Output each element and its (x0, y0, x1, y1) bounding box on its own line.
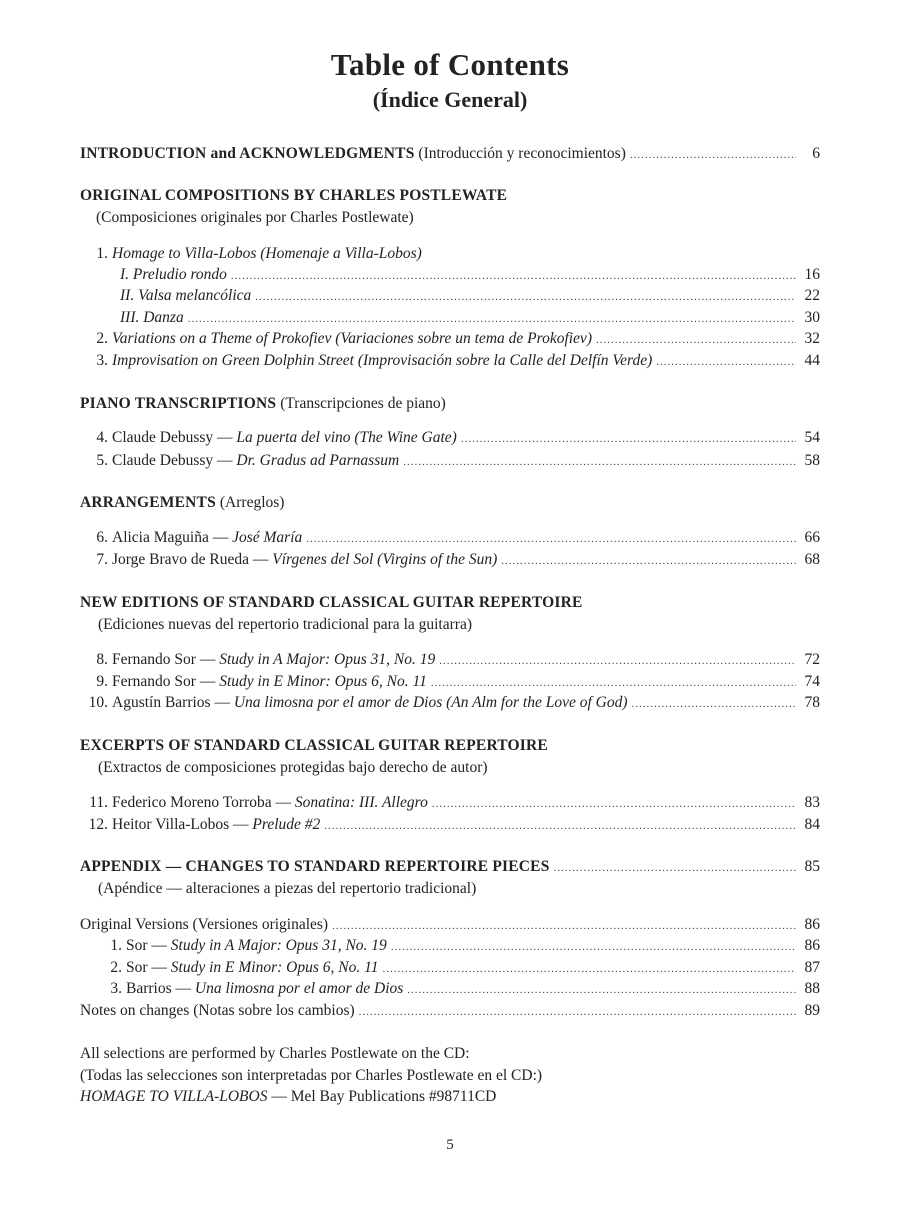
entry-number: 12. (88, 816, 108, 833)
section-heading-new-editions: NEW EDITIONS OF STANDARD CLASSICAL GUITAR REPERTOIRE (80, 594, 583, 611)
entry-page: 88 (804, 980, 820, 997)
toc-entry-original-versions[interactable] (80, 914, 820, 936)
section-heading-original: ORIGINAL COMPOSITIONS BY CHARLES POSTLEWATE (80, 187, 508, 204)
entry-title: Una limosna por el amor de Dios (194, 980, 404, 997)
dot-leader (432, 793, 796, 815)
entry-number: 11. (89, 794, 108, 811)
entry-number: 10. (88, 694, 108, 711)
cd-note-line-3 (80, 1086, 496, 1108)
section-sub-appendix: (Apéndice — alteraciones a piezas del repertorio tradicional) (98, 880, 477, 897)
entry-title: Sonatina: III. Allegro (294, 794, 428, 811)
entry-page: 83 (804, 794, 820, 811)
entry-composer: Federico Moreno Torroba — (112, 794, 291, 811)
section-sub-original: (Composiciones originales por Charles Postlewate) (96, 209, 414, 226)
entry-composer: Claude Debussy — (112, 452, 233, 469)
entry-title: Una limosna por el amor de Dios (An Alm for the Love of God) (233, 694, 628, 711)
dot-leader (403, 451, 796, 473)
entry-number: 2. (96, 330, 108, 347)
entry-composer: Sor — (126, 959, 167, 976)
dot-leader (630, 144, 796, 166)
entry-composer: Heitor Villa-Lobos — (112, 816, 249, 833)
dot-leader (382, 958, 796, 980)
dot-leader (554, 857, 796, 879)
entry-number: 2. (110, 959, 122, 976)
entry-title: José María (232, 529, 303, 546)
toc-entry-6[interactable] (80, 527, 820, 549)
toc-entry-11[interactable] (80, 792, 820, 814)
entry-title: La puerta del vino (The Wine Gate) (236, 429, 457, 446)
toc-entry-9[interactable] (80, 671, 820, 693)
entry-title: Study in E Minor: Opus 6, No. 11 (170, 959, 379, 976)
cd-note-line-2: (Todas las selecciones son interpretadas por Charles Postlewate en el CD:) (80, 1067, 543, 1084)
entry-composer: Barrios — (126, 980, 192, 997)
toc-entry-1a[interactable] (80, 264, 820, 286)
dot-leader (255, 286, 796, 308)
entry-page: 86 (804, 916, 820, 933)
entry-title: Study in A Major: Opus 31, No. 19 (219, 651, 436, 668)
cd-publisher: — Mel Bay Publications #98711CD (271, 1088, 497, 1105)
toc-entry-5[interactable] (80, 450, 820, 472)
entry-title: III. Danza (120, 309, 184, 326)
toc-entry-10[interactable] (80, 692, 820, 714)
entry-title: Variations on a Theme of Prokofiev (Variaciones sobre un tema de Prokofiev) (112, 330, 592, 347)
page-title: Table of Contents (330, 47, 570, 82)
entry-label: Original Versions (Versiones originales) (80, 916, 329, 933)
dot-leader (359, 1001, 796, 1023)
entry-title: Study in A Major: Opus 31, No. 19 (170, 937, 387, 954)
page-number: 5 (446, 1137, 454, 1153)
dot-leader (391, 936, 796, 958)
toc-page (80, 0, 820, 1208)
toc-entry-1c[interactable] (80, 307, 820, 329)
entry-page: 68 (804, 551, 820, 568)
entry-number: 1. (96, 245, 108, 262)
entry-composer: Alicia Maguiña — (112, 529, 229, 546)
section-sub-new-editions: (Ediciones nuevas del repertorio tradicional para la guitarra) (98, 616, 472, 633)
dot-leader (461, 428, 796, 450)
entry-page: 84 (804, 816, 820, 833)
entry-page: 32 (804, 330, 820, 347)
entry-label: APPENDIX — CHANGES TO STANDARD REPERTOIRE PIECES (80, 858, 550, 875)
entry-composer: Claude Debussy — (112, 429, 233, 446)
section-sub-text: (Arreglos) (219, 494, 285, 511)
section-sub-excerpts: (Extractos de composiciones protegidas bajo derecho de autor) (98, 759, 488, 776)
dot-leader (632, 693, 797, 715)
toc-entry-notes[interactable] (80, 1000, 820, 1022)
entry-page: 87 (804, 959, 820, 976)
entry-number: 5. (96, 452, 108, 469)
entry-page: 22 (804, 287, 820, 304)
entry-title: Homage to Villa-Lobos (Homenaje a Villa-Lobos) (112, 245, 422, 262)
entry-title: Prelude #2 (252, 816, 321, 833)
entry-number: 1. (110, 937, 122, 954)
section-heading-excerpts: EXCERPTS OF STANDARD CLASSICAL GUITAR REPERTOIRE (80, 737, 548, 754)
dot-leader (332, 915, 796, 937)
entry-page: 58 (804, 452, 820, 469)
entry-title: Improvisation on Green Dolphin Street (Improvisación sobre la Calle del Delfín Verde) (112, 352, 653, 369)
entry-page: 74 (804, 673, 820, 690)
toc-entry-orig-2[interactable] (80, 957, 820, 979)
entry-page: 30 (804, 309, 820, 326)
entry-page: 44 (804, 352, 820, 369)
toc-entry-12[interactable] (80, 814, 820, 836)
section-heading-piano (80, 393, 446, 415)
entry-label: Notes on changes (Notas sobre los cambios) (80, 1002, 355, 1019)
entry-number: 3. (96, 352, 108, 369)
entry-page: 16 (804, 266, 820, 283)
toc-entry-4[interactable] (80, 427, 820, 449)
entry-composer: Fernando Sor — (112, 673, 216, 690)
dot-leader (324, 815, 796, 837)
section-heading-arrangements (80, 492, 284, 514)
dot-leader (501, 550, 796, 572)
entry-page: 78 (804, 694, 820, 711)
toc-entry-1b[interactable] (80, 285, 820, 307)
entry-composer: Fernando Sor — (112, 651, 216, 668)
dot-leader (407, 979, 796, 1001)
entry-page: 54 (804, 429, 820, 446)
toc-entry-1[interactable] (80, 243, 820, 265)
entry-title: II. Valsa melancólica (120, 287, 252, 304)
entry-label: INTRODUCTION and ACKNOWLEDGMENTS (80, 145, 415, 162)
toc-entry-orig-3[interactable] (80, 978, 820, 1000)
entry-composer: Sor — (126, 937, 167, 954)
section-sub-text: (Transcripciones de piano) (280, 395, 446, 412)
toc-entry-3[interactable] (80, 350, 820, 372)
dot-leader (306, 528, 796, 550)
toc-entry-2[interactable] (80, 328, 820, 350)
dot-leader (188, 308, 796, 330)
toc-entry-7[interactable] (80, 549, 820, 571)
entry-page: 86 (804, 937, 820, 954)
dot-leader (596, 329, 796, 351)
page-subtitle: (Índice General) (372, 87, 528, 112)
entry-page: 89 (804, 1002, 820, 1019)
entry-number: 7. (96, 551, 108, 568)
entry-number: 9. (96, 673, 108, 690)
entry-page: 6 (812, 145, 820, 162)
entry-number: 8. (96, 651, 108, 668)
entry-composer: Jorge Bravo de Rueda — (112, 551, 269, 568)
entry-page: 72 (804, 651, 820, 668)
cd-note-line-1: All selections are performed by Charles Postlewate on the CD: (80, 1045, 470, 1062)
section-heading-text: PIANO TRANSCRIPTIONS (80, 395, 277, 412)
dot-leader (231, 265, 796, 287)
dot-leader (439, 650, 796, 672)
section-heading-text: ARRANGEMENTS (80, 494, 216, 511)
toc-entry-8[interactable] (80, 649, 820, 671)
entry-title: Study in E Minor: Opus 6, No. 11 (219, 673, 427, 690)
entry-sub: (Introducción y reconocimientos) (418, 145, 626, 162)
dot-leader (656, 351, 796, 373)
entry-page: 85 (804, 858, 820, 875)
toc-entry-introduction[interactable] (80, 143, 820, 165)
toc-entry-orig-1[interactable] (80, 935, 820, 957)
cd-title: HOMAGE TO VILLA-LOBOS (80, 1088, 268, 1105)
entry-composer: Agustín Barrios — (112, 694, 230, 711)
entry-number: 3. (110, 980, 122, 997)
toc-entry-appendix[interactable] (80, 856, 820, 878)
entry-number: 4. (96, 429, 108, 446)
entry-number: 6. (96, 529, 108, 546)
title-block (80, 45, 820, 115)
dot-leader (431, 672, 796, 694)
entry-title: Dr. Gradus ad Parnassum (236, 452, 400, 469)
entry-page: 66 (804, 529, 820, 546)
entry-title: I. Preludio rondo (120, 266, 227, 283)
entry-title: Vírgenes del Sol (Virgins of the Sun) (272, 551, 498, 568)
